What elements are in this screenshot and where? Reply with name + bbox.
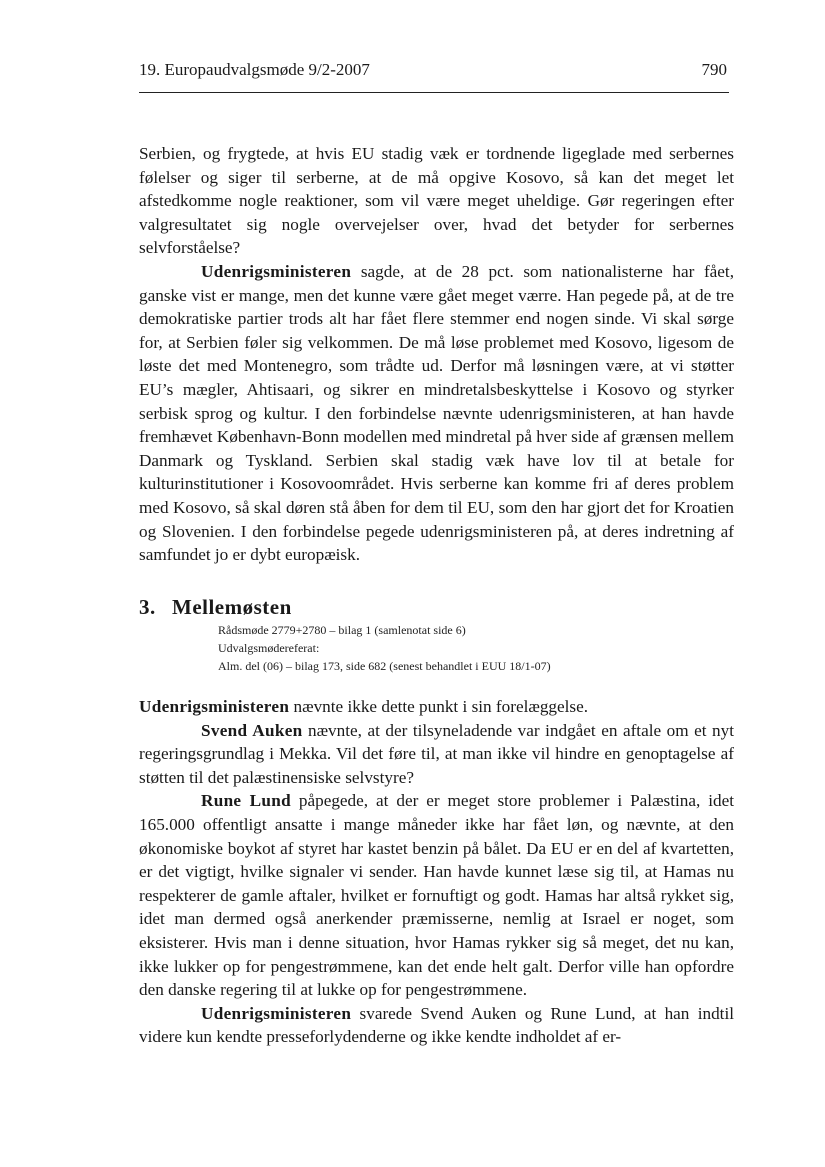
- section-references: [218, 621, 551, 675]
- paragraph-text: nævnte, at der tilsyneladende var indgået en aftale om et nyt regeringsgrundlag i Mekka. Vil det føre til, at man ikke vil hindre en genoptagelse af støtten til det palæstinensiske selvstyre?: [139, 720, 734, 787]
- paragraph: [139, 789, 734, 1001]
- intro-section: [139, 142, 734, 567]
- paragraph: [139, 695, 734, 719]
- paragraph: [139, 719, 734, 790]
- page-number: 790: [701, 60, 727, 79]
- header-title: 19. Europaudvalgsmøde 9/2-2007: [139, 60, 370, 79]
- speaker-name: Udenrigsministeren: [201, 261, 352, 281]
- reference-line: Rådsmøde 2779+2780 – bilag 1 (samlenotat side 6): [218, 623, 466, 637]
- header-rule: [139, 92, 729, 93]
- reference-line: Alm. del (06) – bilag 173, side 682 (senest behandlet i EUU 18/1-07): [218, 659, 551, 673]
- section-heading: [139, 595, 292, 620]
- section-title: Mellemøsten: [172, 595, 292, 619]
- continuation-paragraph: Serbien, og frygtede, at hvis EU stadig væk er tordnende ligeglade med serbernes følelser og siger til serberne, at de må opgive Kosovo, så kan det meget let afstedkomme nogle reaktioner, som vil være meget uheldige. Gør regeringen efter valgresultatet sig nogle overvejelser over, hvad det betyder for serbernes selvforståelse?: [139, 144, 734, 258]
- paragraph-text: sagde, at de 28 pct. som nationalisterne har fået, ganske vist er mange, men det kunne være gået meget værre. Han pegede på, at de tre demokratiske partier trods alt har fået flere stemmer end nogen sinde. Vi skal sørge for, at Serbien føler sig velkommen. De må løse problemet med Kosovo, ligesom de løste det med Montenegro, som trådte ud. Derfor må løsningen være, at vi støtter EU’s mægler, Ahtisaari, og sikrer en mindretalsbeskyttelse i Kosovo og styrker serbisk sprog og kultur. I den forbindelse nævnte udenrigsministeren, at han havde fremhævet København-Bonn modellen med mindretal på hver side af grænsen mellem Danmark og Tyskland. Serbien skal stadig væk have lov til at betale for kulturinstitutioner i Kosovoområdet. Hvis serberne kan komme fri af deres problem med Kosovo, så skal døren stå åben for dem til EU, som den har gjort det for Kroatien og Slovenien. I den forbindelse pegede udenrigsministeren på, at deres indretning af samfundet jo er dybt europæisk.: [139, 261, 734, 565]
- speaker-name: Udenrigsministeren: [201, 1003, 352, 1023]
- section-number: 3.: [139, 595, 156, 619]
- page-header: [139, 60, 727, 92]
- speaker-name: Rune Lund: [201, 791, 291, 811]
- discussion-section: [139, 695, 734, 1049]
- paragraph: [139, 260, 734, 567]
- reference-line: Udvalgsmødereferat:: [218, 641, 320, 655]
- speaker-name: Svend Auken: [201, 720, 303, 740]
- paragraph-text: nævnte ikke dette punkt i sin forelæggelse.: [289, 697, 589, 716]
- speaker-name: Udenrigsministeren: [139, 697, 290, 716]
- paragraph: [139, 1002, 734, 1049]
- paragraph-text: svarede Svend Auken og Rune Lund, at han indtil videre kun kendte presseforlydenderne og ikke kendte indholdet af er-: [139, 1003, 734, 1047]
- paragraph-text: påpegede, at der er meget store problemer i Palæstina, idet 165.000 offentligt ansatte i mange måneder ikke har fået løn, og nævnte, at den økonomiske boykot af styret har kastet benzin på bålet. Da EU er en del af kvartetten, er det vigtigt, hvilke signaler vi sender. Han havde kunnet læse sig til, at Hamas nu respekterer de gamle aftaler, hvilket er fornuftigt og godt. Hamas har altså rykket sig, idet man dermed også anerkender præmisserne, nemlig at Israel er noget, som eksisterer. Hvis man i denne situation, hvor Hamas rykker sig så meget, det nu kan, ikke lukker op for pengestrømmene, kan det ende helt galt. Derfor ville han opfordre den danske regering til at lukke op for pengestrømmene.: [139, 791, 734, 1000]
